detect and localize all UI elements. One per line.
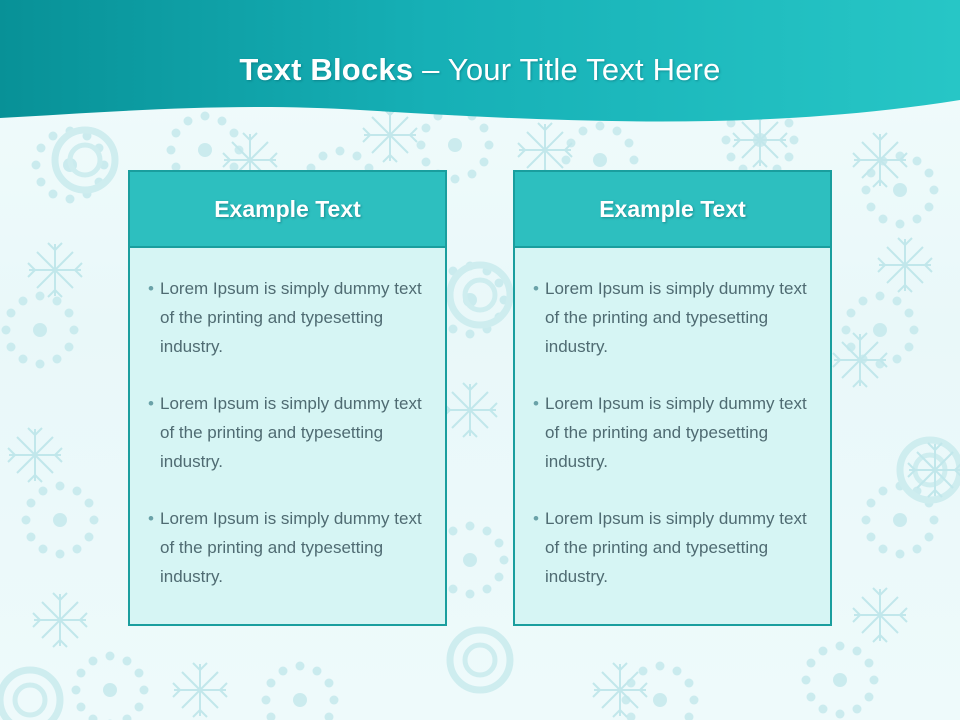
list-item-text: Lorem Ipsum is simply dummy text of the printing and typesetting industry. bbox=[160, 509, 422, 586]
bullet-icon: • bbox=[148, 394, 154, 413]
list-item-text: Lorem Ipsum is simply dummy text of the printing and typesetting industry. bbox=[545, 394, 807, 471]
text-block-right-header bbox=[515, 172, 830, 248]
list-item-text: Lorem Ipsum is simply dummy text of the printing and typesetting industry. bbox=[160, 279, 422, 356]
bullet-icon: • bbox=[148, 509, 154, 528]
list-item bbox=[142, 504, 427, 591]
page-title-strong: Text Blocks bbox=[239, 52, 414, 87]
page-title bbox=[0, 52, 960, 88]
text-block-left-header bbox=[130, 172, 445, 248]
list-item bbox=[142, 274, 427, 361]
list-item bbox=[142, 389, 427, 476]
list-item-text: Lorem Ipsum is simply dummy text of the printing and typesetting industry. bbox=[160, 394, 422, 471]
text-block-left bbox=[128, 170, 447, 626]
page-title-separator: – bbox=[413, 52, 448, 87]
text-block-left-heading: Example Text bbox=[214, 195, 361, 222]
text-block-right bbox=[513, 170, 832, 626]
list-item bbox=[527, 389, 812, 476]
text-block-left-body bbox=[130, 248, 445, 591]
page-title-light: Your Title Text Here bbox=[447, 52, 721, 87]
bullet-icon: • bbox=[533, 394, 539, 413]
list-item-text: Lorem Ipsum is simply dummy text of the printing and typesetting industry. bbox=[545, 509, 807, 586]
bullet-icon: • bbox=[533, 509, 539, 528]
bullet-icon: • bbox=[148, 279, 154, 298]
text-block-right-body bbox=[515, 248, 830, 591]
text-block-right-heading: Example Text bbox=[599, 195, 746, 222]
list-item bbox=[527, 504, 812, 591]
bullet-icon: • bbox=[533, 279, 539, 298]
list-item-text: Lorem Ipsum is simply dummy text of the printing and typesetting industry. bbox=[545, 279, 807, 356]
list-item bbox=[527, 274, 812, 361]
